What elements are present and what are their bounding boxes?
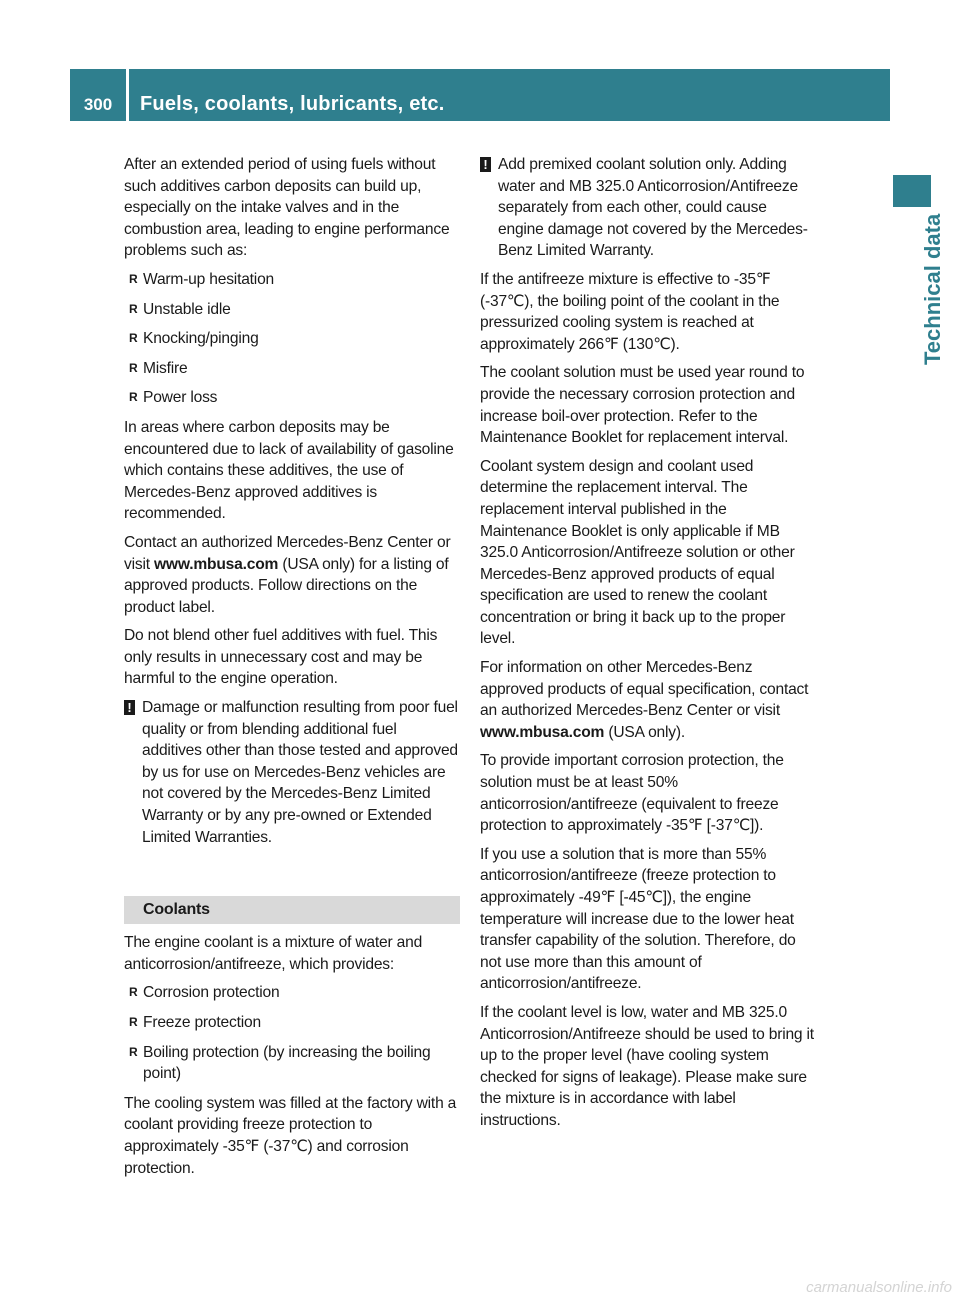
header-divider: [126, 69, 129, 121]
coolants-heading: Coolants: [124, 896, 460, 924]
side-label-text: Technical data: [920, 213, 945, 365]
bullet-icon: R: [129, 331, 138, 346]
paragraph: If the coolant level is low, water and MB 325.0 Anticorrosion/Antifreeze should be used to bring it up to the proper level (have cooling system checked for signs of leakage). Please make sure the mixture is in accordance with label instructions.: [480, 1003, 814, 1129]
bullet-icon: R: [129, 390, 138, 405]
side-tab-block: [893, 175, 931, 207]
bullet-icon: R: [129, 1044, 138, 1059]
left-column: [124, 154, 460, 1186]
list-item: R Freeze protection: [124, 1012, 460, 1034]
bullet-icon: R: [129, 360, 138, 375]
list-item: R Misfire: [124, 358, 460, 380]
paragraph: The cooling system was filled at the factory with a coolant providing freeze protection to approximately -35℉ (-37℃) and corrosion protection.: [124, 1094, 457, 1177]
mbusa-link[interactable]: www.mbusa.com: [480, 723, 605, 741]
paragraph: If you use a solution that is more than 55% anticorrosion/antifreeze (freeze protection to approximately -49℉ [-45℃]), the engine temperature will increase due to the lower heat transfer capability of the solution. Therefore, do not use more than this amount of anticorrosion/antifreeze.: [480, 845, 796, 993]
list-item: R Boiling protection (by increasing the boiling point): [129, 1043, 431, 1083]
page-number: 300: [83, 95, 113, 114]
list-item: R Knocking/pinging: [124, 328, 460, 350]
bullet-icon: R: [129, 301, 138, 316]
bullet-icon: R: [129, 271, 138, 286]
list-item: R Power loss: [124, 387, 460, 409]
watermark: carmanualsonline.info: [806, 1279, 952, 1296]
paragraph: Coolant system design and coolant used determine the replacement interval. The replacement interval published in the Maintenance Booklet is only applicable if MB 325.0 Anticorrosion/Antifreeze solution or other Mercedes-Benz approved products of equal specification are used to renew the coolant concentration or bring it back up to the proper level.: [480, 457, 795, 648]
warning-icon: !: [480, 157, 491, 172]
right-column: [480, 154, 816, 1139]
paragraph: The coolant solution must be used year round to provide the necessary corrosion protection and increase boil-over protection. Refer to the Maintenance Booklet for replacement interval.: [480, 364, 805, 447]
list-item: R Unstable idle: [124, 299, 460, 321]
paragraph: In areas where carbon deposits may be encountered due to lack of availability of gasoline which contains these additives, the use of Mercedes-Benz approved additives is recommended.: [124, 418, 454, 523]
list-item: R Warm-up hesitation: [124, 269, 460, 291]
paragraph: Contact an authorized Mercedes-Benz Center or visit www.mbusa.com (USA only) for a listing of approved products. Follow directions on the product label.: [124, 533, 451, 616]
paragraph: To provide important corrosion protection, the solution must be at least 50% anticorrosion/antifreeze (equivalent to freeze protection to approximately -35℉ [-37℃]).: [480, 752, 784, 835]
paragraph: Do not blend other fuel additives with fuel. This only results in unnecessary cost and may be harmful to the engine operation.: [124, 627, 438, 688]
warning-note: ! Add premixed coolant solution only. Adding water and MB 325.0 Anticorrosion/Antifreeze separately from each other, could cause engine damage not covered by the Mercedes-Benz Limited Warranty.: [480, 154, 816, 262]
section-title: Fuels, coolants, lubricants, etc.: [140, 93, 445, 115]
bullet-icon: R: [129, 1015, 138, 1029]
warning-note: ! Damage or malfunction resulting from poor fuel quality or from blending additional fuel additives other than those tested and approved by us for use on Mercedes-Benz vehicles are not covered by the Mercedes-Benz Limited Warranty or by any pre-owned or Extended Limited Warranties.: [124, 697, 460, 848]
paragraph: If the antifreeze mixture is effective to -35℉ (-37℃), the boiling point of the coolant in the pressurized cooling system is reached at approximately 266℉ (130℃).: [480, 270, 780, 353]
paragraph: For information on other Mercedes-Benz approved products of equal specification, contact an authorized Mercedes-Benz Center or visit www.mbusa.com (USA only).: [480, 659, 809, 741]
warning-icon: !: [124, 700, 135, 715]
paragraph: The engine coolant is a mixture of water and anticorrosion/antifreeze, which provides:: [124, 934, 423, 973]
mbusa-link[interactable]: www.mbusa.com: [154, 555, 279, 573]
side-label: [893, 213, 945, 375]
bullet-icon: R: [129, 985, 138, 1000]
paragraph: After an extended period of using fuels without such additives carbon deposits can build up, especially on the intake valves and in the combustion area, leading to engine performance problems such as:: [124, 156, 450, 260]
list-item: R Corrosion protection: [124, 982, 460, 1004]
